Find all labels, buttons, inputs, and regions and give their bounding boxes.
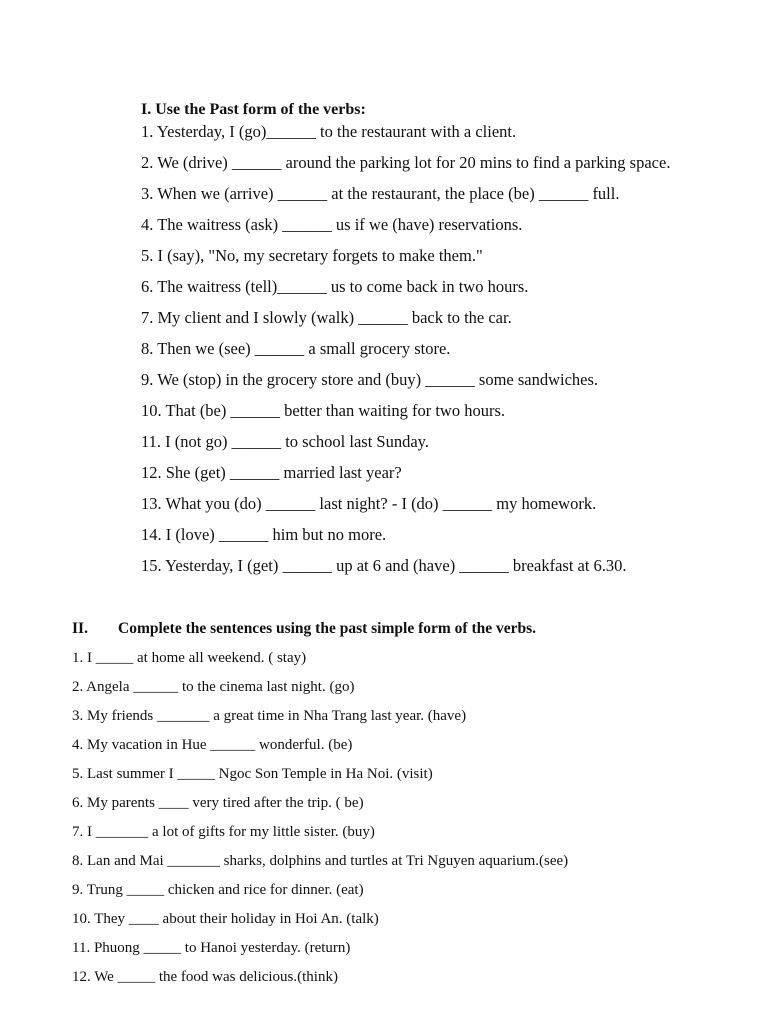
exercise-item: 1. I _____ at home all weekend. ( stay) — [72, 650, 307, 666]
exercise-item: 6. My parents ____ very tired after the trip. ( be) — [72, 795, 364, 811]
section-2 — [72, 618, 568, 995]
exercise-item: 3. When we (arrive) ______ at the restaurant, the place (be) ______ full. — [141, 184, 620, 203]
exercise-item: 8. Then we (see) ______ a small grocery store. — [141, 339, 451, 358]
exercise-item: 9. We (stop) in the grocery store and (buy) ______ some sandwiches. — [141, 370, 599, 389]
exercise-item: 2. We (drive) ______ around the parking lot for 20 mins to find a parking space. — [141, 153, 671, 172]
section-1-heading: I. Use the Past form of the verbs: — [141, 101, 366, 118]
exercise-item: 2. Angela ______ to the cinema last night. (go) — [72, 679, 355, 695]
exercise-item: 6. The waitress (tell)______ us to come back in two hours. — [141, 277, 529, 296]
exercise-item: 11. I (not go) ______ to school last Sunday. — [141, 432, 429, 451]
exercise-item: 12. We _____ the food was delicious.(think) — [72, 969, 338, 985]
section-1 — [141, 99, 670, 586]
exercise-item: 3. My friends _______ a great time in Nha Trang last year. (have) — [72, 708, 467, 724]
exercise-item: 7. I _______ a lot of gifts for my little sister. (buy) — [72, 824, 375, 840]
exercise-item: 10. They ____ about their holiday in Hoi An. (talk) — [72, 911, 379, 927]
exercise-item: 5. Last summer I _____ Ngoc Son Temple in Ha Noi. (visit) — [72, 766, 433, 782]
exercise-item: 5. I (say), "No, my secretary forgets to make them." — [141, 246, 483, 265]
section-2-heading — [72, 618, 568, 640]
exercise-item: 15. Yesterday, I (get) ______ up at 6 and (have) ______ breakfast at 6.30. — [141, 556, 627, 575]
exercise-item: 8. Lan and Mai _______ sharks, dolphins and turtles at Tri Nguyen aquarium.(see) — [72, 853, 569, 869]
exercise-item: 1. Yesterday, I (go)______ to the restaurant with a client. — [141, 122, 517, 141]
exercise-item: 10. That (be) ______ better than waiting for two hours. — [141, 401, 505, 420]
exercise-item: 4. The waitress (ask) ______ us if we (have) reservations. — [141, 215, 523, 234]
exercise-item: 4. My vacation in Hue ______ wonderful. (be) — [72, 737, 353, 753]
section-2-title: Complete the sentences using the past simple form of the verbs. — [118, 620, 537, 637]
section-2-list — [72, 647, 568, 995]
exercise-item: 13. What you (do) ______ last night? - I (do) ______ my homework. — [141, 494, 597, 513]
exercise-item: 9. Trung _____ chicken and rice for dinner. (eat) — [72, 882, 364, 898]
section-2-number: II. — [72, 620, 88, 637]
exercise-item: 12. She (get) ______ married last year? — [141, 463, 402, 482]
exercise-item: 14. I (love) ______ him but no more. — [141, 525, 387, 544]
exercise-item: 7. My client and I slowly (walk) ______ back to the car. — [141, 308, 512, 327]
exercise-item: 11. Phuong _____ to Hanoi yesterday. (return) — [72, 940, 351, 956]
